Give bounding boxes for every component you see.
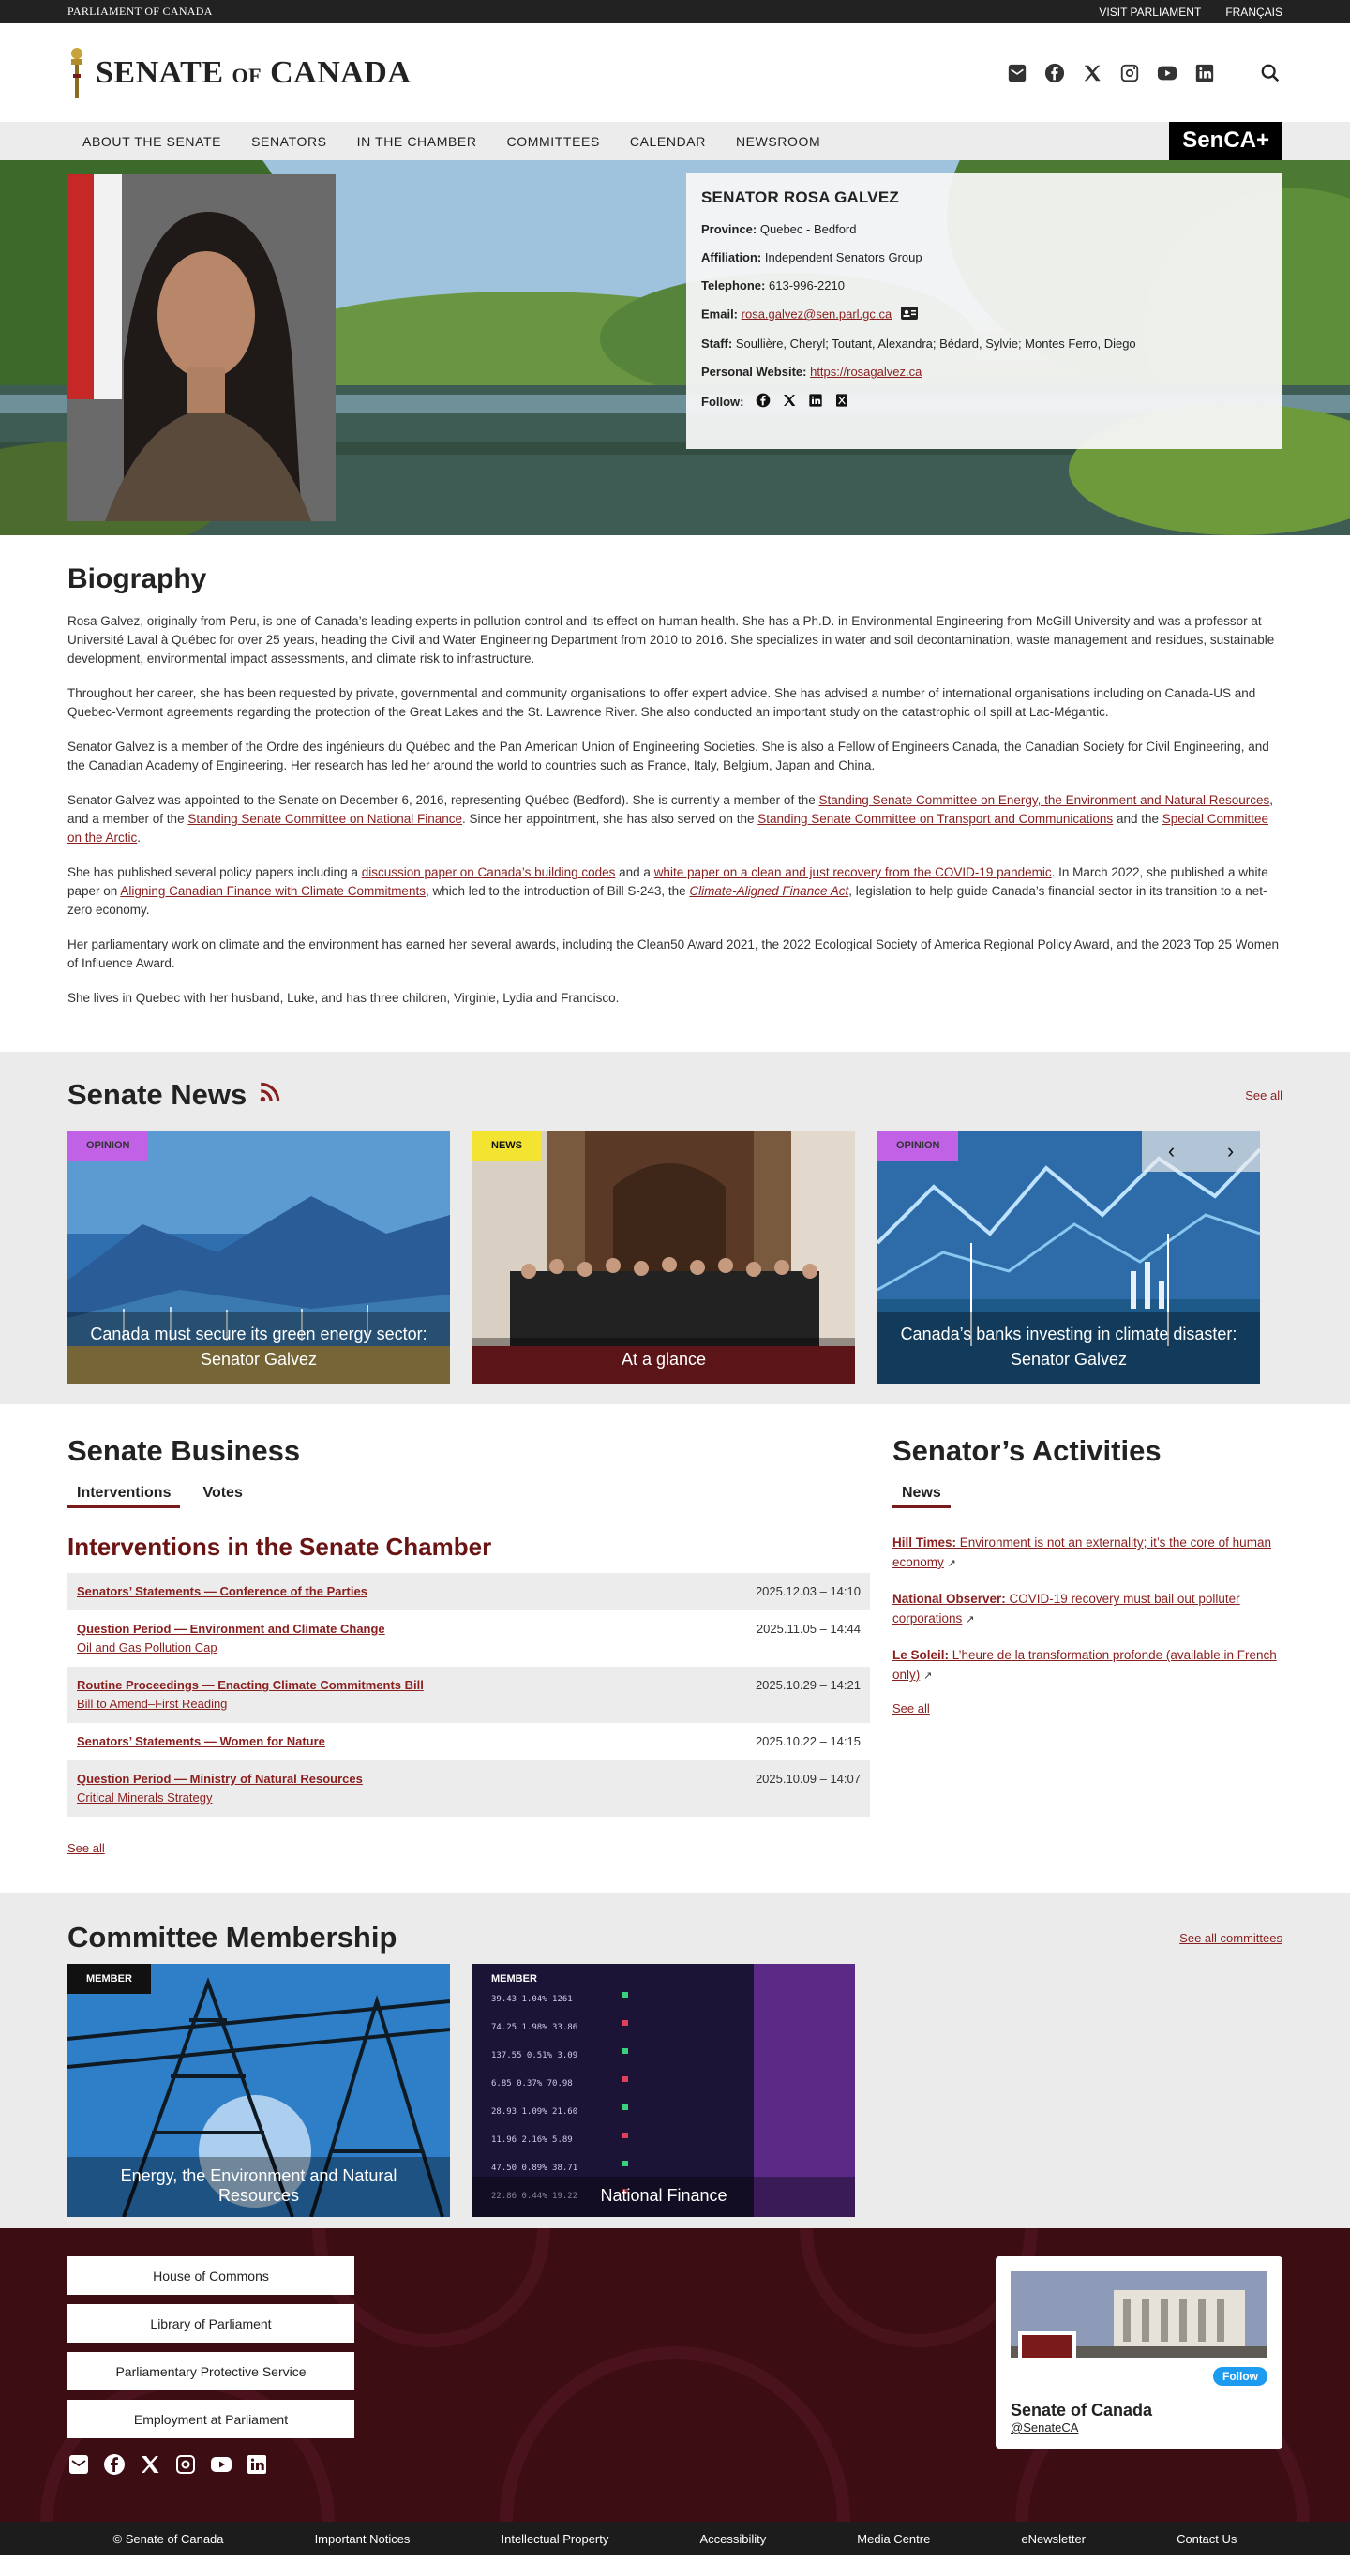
enewsletter-link[interactable]: eNewsletter <box>1021 2531 1087 2546</box>
email-icon[interactable] <box>68 2453 90 2479</box>
svg-text:74.25 1.98% 33.86: 74.25 1.98% 33.86 <box>491 2023 578 2032</box>
facebook-icon[interactable] <box>756 393 771 412</box>
energy-committee-link[interactable]: Standing Senate Committee on Energy, the Environment and Natural Resources <box>818 793 1270 807</box>
footer-bottom-bar <box>0 2522 1350 2555</box>
x-icon[interactable] <box>139 2453 161 2479</box>
see-all-committees-link[interactable]: See all committees <box>1179 1930 1282 1945</box>
tab-interventions[interactable]: Interventions <box>68 1485 180 1508</box>
activity-item <box>892 1533 1282 1574</box>
climate-finance-paper-link[interactable]: Aligning Canadian Finance with Climate Commitments <box>120 884 426 898</box>
facebook-icon[interactable] <box>1042 61 1067 85</box>
employment-at-parliament-link[interactable]: Employment at Parliament <box>68 2400 354 2438</box>
activity-item <box>892 1645 1282 1686</box>
copyright-text: © Senate of Canada <box>112 2531 224 2546</box>
contact-card-icon[interactable] <box>901 307 918 323</box>
biography-heading: Biography <box>68 563 207 594</box>
transport-committee-link[interactable]: Standing Senate Committee on Transport and Communications <box>758 812 1114 826</box>
svg-text:39.43 1.04% 1261: 39.43 1.04% 1261 <box>491 1995 573 2004</box>
committee-card[interactable] <box>68 1964 450 2217</box>
intervention-date: 2025.10.22 – 14:15 <box>755 1734 861 1748</box>
linkedin-icon[interactable] <box>246 2453 268 2479</box>
twitter-profile-card <box>996 2256 1282 2449</box>
email-link[interactable]: rosa.galvez@sen.parl.gc.ca <box>741 307 892 322</box>
news-see-all-link[interactable]: See all <box>1245 1087 1282 1102</box>
linkedin-icon[interactable] <box>1192 61 1217 85</box>
main-navigation <box>0 122 1350 160</box>
svg-text:11.96 2.16% 5.89: 11.96 2.16% 5.89 <box>491 2135 573 2145</box>
activity-item <box>892 1589 1282 1630</box>
svg-text:22.86 0.44% 19.22: 22.86 0.44% 19.22 <box>491 2192 578 2201</box>
personal-website-link[interactable]: https://rosagalvez.ca <box>810 365 922 379</box>
senate-building-image <box>1011 2271 1268 2358</box>
interventions-see-all-link[interactable]: See all <box>68 1841 105 1855</box>
parliamentary-protective-service-link[interactable]: Parliamentary Protective Service <box>68 2352 354 2390</box>
activity-link[interactable]: National Observer: COVID-19 recovery must bail out polluter corporations <box>892 1592 1240 1625</box>
parliament-topbar <box>0 0 1350 23</box>
intervention-subject-link[interactable]: Critical Minerals Strategy <box>77 1790 213 1805</box>
svg-text:137.55 0.51% 3.09: 137.55 0.51% 3.09 <box>491 2051 578 2060</box>
senate-avatar <box>1018 2331 1076 2358</box>
website-row: Personal Website: https://rosagalvez.ca <box>701 365 922 379</box>
tab-votes[interactable]: Votes <box>202 1485 243 1501</box>
bio-paragraph: She lives in Quebec with her husband, Luke, and has three children, Virginie, Lydia and Francisco. <box>68 991 620 1005</box>
senate-logo[interactable] <box>68 46 411 100</box>
intervention-subject-link[interactable]: Oil and Gas Pollution Cap <box>77 1640 218 1655</box>
news-card-caption: Canada’s banks investing in climate disaster: Senator Galvez <box>878 1312 1260 1384</box>
news-card-caption: Canada must secure its green energy sector: Senator Galvez <box>68 1312 450 1384</box>
interventions-heading: Interventions in the Senate Chamber <box>68 1533 492 1561</box>
bio-paragraph: Senator Galvez was appointed to the Senate on December 6, 2016, representing Québec (Bedford). She is currently a member of the Standing Senate Committee on Energy, the Environment and Natural Resources, and a member of the Standing Senate Committee on National Finance. Since her appointment, she has also served on the Standing Senate Committee on Transport and Communications and the Special Committee on the Arctic. <box>68 793 1274 845</box>
email-icon[interactable] <box>1005 61 1029 85</box>
twitter-handle-link[interactable]: @SenateCA <box>1011 2420 1079 2434</box>
external-link-icon: ↗ <box>966 1614 975 1625</box>
senator-activities-heading: Senator’s Activities <box>892 1434 1162 1467</box>
senate-news-section <box>0 1052 1350 1404</box>
interventions-list <box>68 1573 870 1817</box>
province-row: Province: Quebec - Bedford <box>701 222 857 236</box>
senator-portrait <box>68 174 336 521</box>
intervention-row <box>68 1723 870 1760</box>
svg-text:28.93 1.09% 21.60: 28.93 1.09% 21.60 <box>491 2107 578 2117</box>
instagram-icon[interactable] <box>1118 61 1142 85</box>
arctic-committee-link[interactable]: Special Committee on the Arctic <box>68 812 1269 845</box>
opinion-tag: OPINION <box>878 1131 958 1161</box>
youtube-icon[interactable] <box>210 2453 232 2479</box>
bio-paragraph: Her parliamentary work on climate and the environment has earned her several awards, including the Clean50 Award 2021, the 2022 Ecological Society of America Regional Policy Award, and the 2023 Top 25 Women of Influence Award. <box>68 937 1280 970</box>
bio-paragraph: Throughout her career, she has been requested by private, governmental and community organisations to offer expert advice. She has advised a number of international organisations including on Canada-US and Quebec-Vermont agreements regarding the protection of the Great Lakes and the St. Lawrence River. She also conducted an important study on the catastrophic oil spill at Lac-Mégantic. <box>68 686 1256 719</box>
site-header <box>0 23 1350 122</box>
intervention-row <box>68 1760 870 1817</box>
news-tag: NEWS <box>472 1131 541 1161</box>
senator-name-heading: SENATOR ROSA GALVEZ <box>701 188 899 206</box>
intervention-date: 2025.12.03 – 14:10 <box>755 1584 861 1598</box>
intervention-link[interactable]: Routine Proceedings — Enacting Climate Commitments Bill <box>77 1678 424 1692</box>
accessibility-link[interactable]: Accessibility <box>699 2531 767 2546</box>
intervention-date: 2025.10.09 – 14:07 <box>755 1772 861 1786</box>
house-of-commons-link[interactable]: House of Commons <box>68 2256 354 2295</box>
senca-plus-button[interactable]: SenCA+ <box>1169 122 1282 160</box>
instagram-icon[interactable] <box>174 2453 197 2479</box>
member-tag: MEMBER <box>491 1973 537 1984</box>
external-link-icon: ↗ <box>923 1670 933 1682</box>
news-card[interactable] <box>472 1131 855 1384</box>
svg-text:47.50 0.89% 38.71: 47.50 0.89% 38.71 <box>491 2164 578 2173</box>
senate-wordmark: SENATE OF CANADA <box>96 54 412 90</box>
committee-card-caption: National Finance <box>472 2177 855 2217</box>
senator-hero-banner <box>0 160 1350 535</box>
news-card[interactable] <box>68 1131 450 1384</box>
bluesky-icon[interactable] <box>834 393 849 412</box>
nav-calendar[interactable]: CALENDAR <box>629 133 706 149</box>
carousel-prev-icon[interactable]: ‹ <box>1167 1139 1176 1162</box>
linkedin-icon[interactable] <box>808 393 823 412</box>
language-toggle-link[interactable]: FRANÇAIS <box>1225 5 1282 19</box>
site-footer <box>0 2228 1350 2522</box>
intervention-date: 2025.10.29 – 14:21 <box>755 1678 861 1692</box>
opinion-tag: OPINION <box>68 1131 148 1161</box>
intervention-row <box>68 1610 870 1667</box>
activities-see-all-link[interactable]: See all <box>892 1701 930 1715</box>
bio-paragraph: Senator Galvez is a member of the Ordre des ingénieurs du Québec and the Pan American Union of Engineering Societies. She is also a Fellow of Engineers Canada, the Canadian Society for Civil Engineering, and the Canadian Academy of Engineering. Her research has led her around the world to countries such as France, Italy, Belgium, Japan and China. <box>68 740 1269 772</box>
affiliation-row: Affiliation: Independent Senators Group <box>701 250 922 264</box>
contact-us-link[interactable]: Contact Us <box>1177 2531 1238 2546</box>
activity-link[interactable]: Le Soleil: L’heure de la transformation profonde (available in French only) <box>892 1648 1277 1682</box>
intellectual-property-link[interactable]: Intellectual Property <box>501 2531 609 2546</box>
climate-aligned-finance-act-link[interactable]: Climate-Aligned Finance Act <box>689 884 849 898</box>
rss-feed-icon[interactable] <box>258 1078 282 1112</box>
nav-about-the-senate[interactable]: ABOUT THE SENATE <box>82 133 222 149</box>
committee-card[interactable] <box>472 1964 855 2217</box>
senate-news-heading: Senate News <box>68 1078 282 1112</box>
senate-business-heading: Senate Business <box>68 1434 301 1467</box>
parliament-of-canada-link[interactable]: PARLIAMENT OF CANADA <box>68 5 213 18</box>
intervention-date: 2025.11.05 – 14:44 <box>756 1622 861 1636</box>
tab-news[interactable]: News <box>892 1485 951 1508</box>
twitter-follow-button[interactable]: Follow <box>1213 2367 1268 2386</box>
committee-membership-section <box>0 1893 1350 2228</box>
nav-in-the-chamber[interactable]: IN THE CHAMBER <box>356 133 477 149</box>
intervention-link[interactable]: Question Period — Ministry of Natural Resources <box>77 1772 363 1786</box>
nav-senators[interactable]: SENATORS <box>251 133 327 149</box>
finance-committee-link[interactable]: Standing Senate Committee on National Finance <box>188 812 463 826</box>
news-card-caption: At a glance <box>472 1338 855 1384</box>
carousel-controls <box>1142 1131 1260 1172</box>
x-icon[interactable] <box>782 393 797 412</box>
telephone-row: Telephone: 613-996-2210 <box>701 278 845 292</box>
search-icon[interactable] <box>1258 61 1282 85</box>
media-centre-link[interactable]: Media Centre <box>857 2531 931 2546</box>
senator-info-card <box>686 173 1282 449</box>
intervention-link[interactable]: Senators’ Statements — Conference of the Parties <box>77 1584 368 1598</box>
email-row: Email: rosa.galvez@sen.parl.gc.ca <box>701 307 1268 323</box>
visit-parliament-link[interactable]: VISIT PARLIAMENT <box>1099 5 1202 19</box>
staff-row: Staff: Soullière, Cheryl; Toutant, Alexandra; Bédard, Sylvie; Montes Ferro, Diego <box>701 337 1136 351</box>
carousel-next-icon[interactable]: › <box>1226 1139 1235 1162</box>
svg-text:6.85 0.37% 70.98: 6.85 0.37% 70.98 <box>491 2079 573 2089</box>
external-link-icon: ↗ <box>947 1558 956 1569</box>
committee-membership-heading: Committee Membership <box>68 1921 398 1954</box>
nav-committees[interactable]: COMMITTEES <box>506 133 600 149</box>
youtube-icon[interactable] <box>1155 61 1179 85</box>
member-tag: MEMBER <box>68 1964 151 1994</box>
mace-icon <box>68 46 86 100</box>
senate-business-section <box>0 1404 1350 1893</box>
intervention-row <box>68 1667 870 1723</box>
activity-link[interactable]: Hill Times: Environment is not an externality; it’s the core of human economy <box>892 1535 1271 1569</box>
important-notices-link[interactable]: Important Notices <box>314 2531 411 2546</box>
intervention-subject-link[interactable]: Bill to Amend–First Reading <box>77 1697 228 1711</box>
intervention-link[interactable]: Question Period — Environment and Climate Change <box>77 1622 385 1636</box>
nav-newsroom[interactable]: NEWSROOM <box>735 133 821 149</box>
follow-row: Follow: <box>701 393 1268 412</box>
committee-card-caption: Energy, the Environment and Natural Resources <box>68 2157 450 2217</box>
covid-recovery-paper-link[interactable]: white paper on a clean and just recovery from the COVID-19 pandemic <box>653 865 1052 879</box>
library-of-parliament-link[interactable]: Library of Parliament <box>68 2304 354 2343</box>
biography-section <box>0 535 1350 1052</box>
twitter-account-name: Senate of Canada <box>1011 2401 1153 2419</box>
x-icon[interactable] <box>1080 61 1104 85</box>
bio-paragraph: Rosa Galvez, originally from Peru, is one of Canada’s leading experts in pollution control and its effect on human health. She has a Ph.D. in Environmental Engineering from McGill University and was a professor at Université Laval à Québec for over 25 years, heading the Civil and Water Engineering Department from 2010 to 2016. She specializes in water and soil decontamination, waste management and residues, sustainable development, environmental impact assessments, and climate risk to infrastructure. <box>68 614 1275 666</box>
intervention-link[interactable]: Senators’ Statements — Women for Nature <box>77 1734 325 1748</box>
bio-paragraph: She has published several policy papers including a discussion paper on Canada’s building codes and a white paper on a clean and just recovery from the COVID-19 pandemic. In March 2022, she published a white paper on Aligning Canadian Finance with Climate Commitments, which led to the introduction of Bill S-243, the Climate-Aligned Finance Act, legislation to help guide Canada’s financial sector in its transition to a net-zero economy. <box>68 865 1268 917</box>
intervention-row <box>68 1573 870 1610</box>
news-card[interactable] <box>878 1131 1260 1384</box>
facebook-icon[interactable] <box>103 2453 126 2479</box>
building-codes-paper-link[interactable]: discussion paper on Canada’s building codes <box>361 865 616 879</box>
